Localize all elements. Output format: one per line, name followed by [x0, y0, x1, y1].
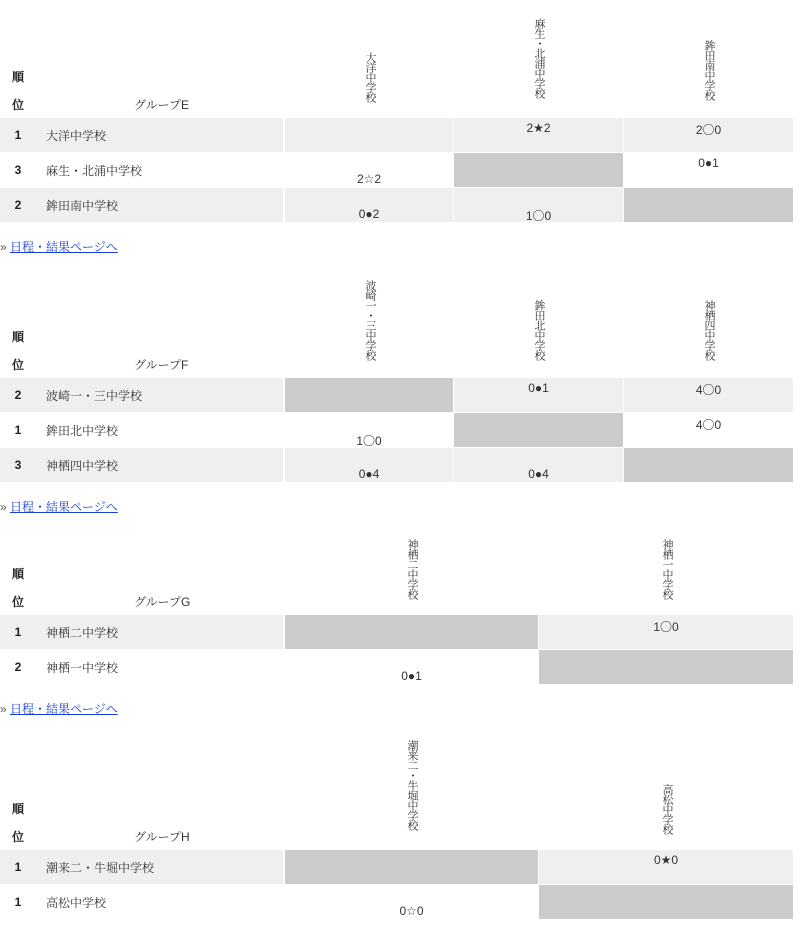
table-row — [0, 153, 794, 187]
rank-header-char: 位 — [12, 98, 25, 112]
column-header-team: 大洋中学校 — [364, 52, 376, 102]
rank-header-char: 順 — [12, 70, 25, 84]
group-table — [0, 0, 800, 254]
match-result: 4〇0 — [624, 378, 793, 412]
self-match-cell — [285, 378, 453, 412]
rank-header-char: 順 — [12, 330, 25, 344]
match-result: 1〇0 — [285, 413, 453, 447]
table-row — [0, 650, 794, 684]
self-match-cell — [624, 448, 793, 482]
table-row — [0, 413, 794, 447]
self-match-cell — [285, 615, 538, 649]
group-name: グループE — [134, 98, 190, 112]
rank-cell: 1 — [0, 413, 36, 447]
self-match-cell — [454, 153, 623, 187]
team-name: 高松中学校 — [36, 885, 283, 919]
schedule-link-row — [0, 700, 118, 717]
column-header-team: 鉾田南中学校 — [703, 40, 715, 100]
group-name: グループF — [134, 358, 189, 372]
group-table — [0, 531, 800, 716]
column-header-team: 麻生・北浦中学校 — [533, 18, 545, 98]
team-name: 鉾田南中学校 — [36, 188, 283, 222]
team-name: 鉾田北中学校 — [36, 413, 283, 447]
rank-cell: 3 — [0, 448, 36, 482]
match-result: 0★0 — [539, 850, 793, 884]
rank-cell: 2 — [0, 650, 36, 684]
group-table — [0, 270, 800, 514]
match-result: 2☆2 — [285, 153, 453, 187]
team-name: 神栖四中学校 — [36, 448, 283, 482]
link-prefix: » — [0, 500, 11, 514]
team-name: 潮来二・牛堀中学校 — [36, 850, 283, 884]
group-name: グループG — [134, 595, 191, 609]
group-table — [0, 735, 800, 919]
column-header-team: 潮来二・牛堀中学校 — [406, 740, 418, 830]
match-result: 4〇0 — [624, 413, 793, 447]
table-header — [0, 531, 800, 615]
self-match-cell — [454, 413, 623, 447]
table-row — [0, 850, 794, 884]
self-match-cell — [539, 885, 793, 919]
team-name: 麻生・北浦中学校 — [36, 153, 283, 187]
column-header-team: 神栖二中学校 — [406, 539, 418, 599]
rank-cell: 1 — [0, 885, 36, 919]
rank-header-char: 順 — [12, 802, 25, 816]
match-result: 0☆0 — [285, 885, 538, 919]
rank-header-char: 位 — [12, 830, 25, 844]
team-name: 大洋中学校 — [36, 118, 283, 152]
match-result: 0●2 — [285, 188, 453, 222]
match-result: 1〇0 — [454, 188, 623, 222]
table-header — [0, 270, 800, 378]
schedule-results-link[interactable]: 日程・結果ページへ — [10, 240, 118, 254]
column-header-team: 神栖四中学校 — [703, 300, 715, 360]
table-row — [0, 885, 794, 919]
table-row — [0, 615, 794, 649]
team-name: 神栖一中学校 — [36, 650, 283, 684]
match-result: 0●4 — [285, 448, 453, 482]
self-match-cell — [285, 850, 538, 884]
match-result: 0●1 — [624, 153, 793, 187]
rank-header-char: 位 — [12, 358, 25, 372]
column-header-team: 高松中学校 — [661, 784, 673, 834]
team-name: 波崎一・三中学校 — [36, 378, 283, 412]
schedule-link-row — [0, 498, 118, 515]
rank-header-char: 位 — [12, 595, 25, 609]
column-header-team: 鉾田北中学校 — [533, 300, 545, 360]
table-header — [0, 735, 800, 850]
column-header-team: 神栖一中学校 — [661, 539, 673, 599]
link-prefix: » — [0, 702, 11, 716]
match-result: 2★2 — [454, 118, 623, 152]
column-header-team: 波崎一・三中学校 — [364, 280, 376, 360]
rank-cell: 1 — [0, 118, 36, 152]
table-row — [0, 188, 794, 222]
match-result: 0●1 — [454, 378, 623, 412]
table-row — [0, 378, 794, 412]
table-row — [0, 118, 794, 152]
rank-header-char: 順 — [12, 567, 25, 581]
group-name: グループH — [134, 830, 190, 844]
match-result: 0●1 — [285, 650, 538, 684]
match-result: 2〇0 — [624, 118, 793, 152]
schedule-results-link[interactable]: 日程・結果ページへ — [10, 500, 118, 514]
table-row — [0, 448, 794, 482]
rank-cell: 2 — [0, 188, 36, 222]
table-header — [0, 0, 800, 118]
match-result — [285, 118, 453, 152]
team-name: 神栖二中学校 — [36, 615, 283, 649]
rank-cell: 1 — [0, 615, 36, 649]
rank-cell: 2 — [0, 378, 36, 412]
rank-cell: 1 — [0, 850, 36, 884]
self-match-cell — [624, 188, 793, 222]
rank-cell: 3 — [0, 153, 36, 187]
link-prefix: » — [0, 240, 11, 254]
schedule-results-link[interactable]: 日程・結果ページへ — [10, 702, 118, 716]
self-match-cell — [539, 650, 793, 684]
match-result: 0●4 — [454, 448, 623, 482]
match-result: 1〇0 — [539, 615, 793, 649]
schedule-link-row — [0, 238, 118, 255]
